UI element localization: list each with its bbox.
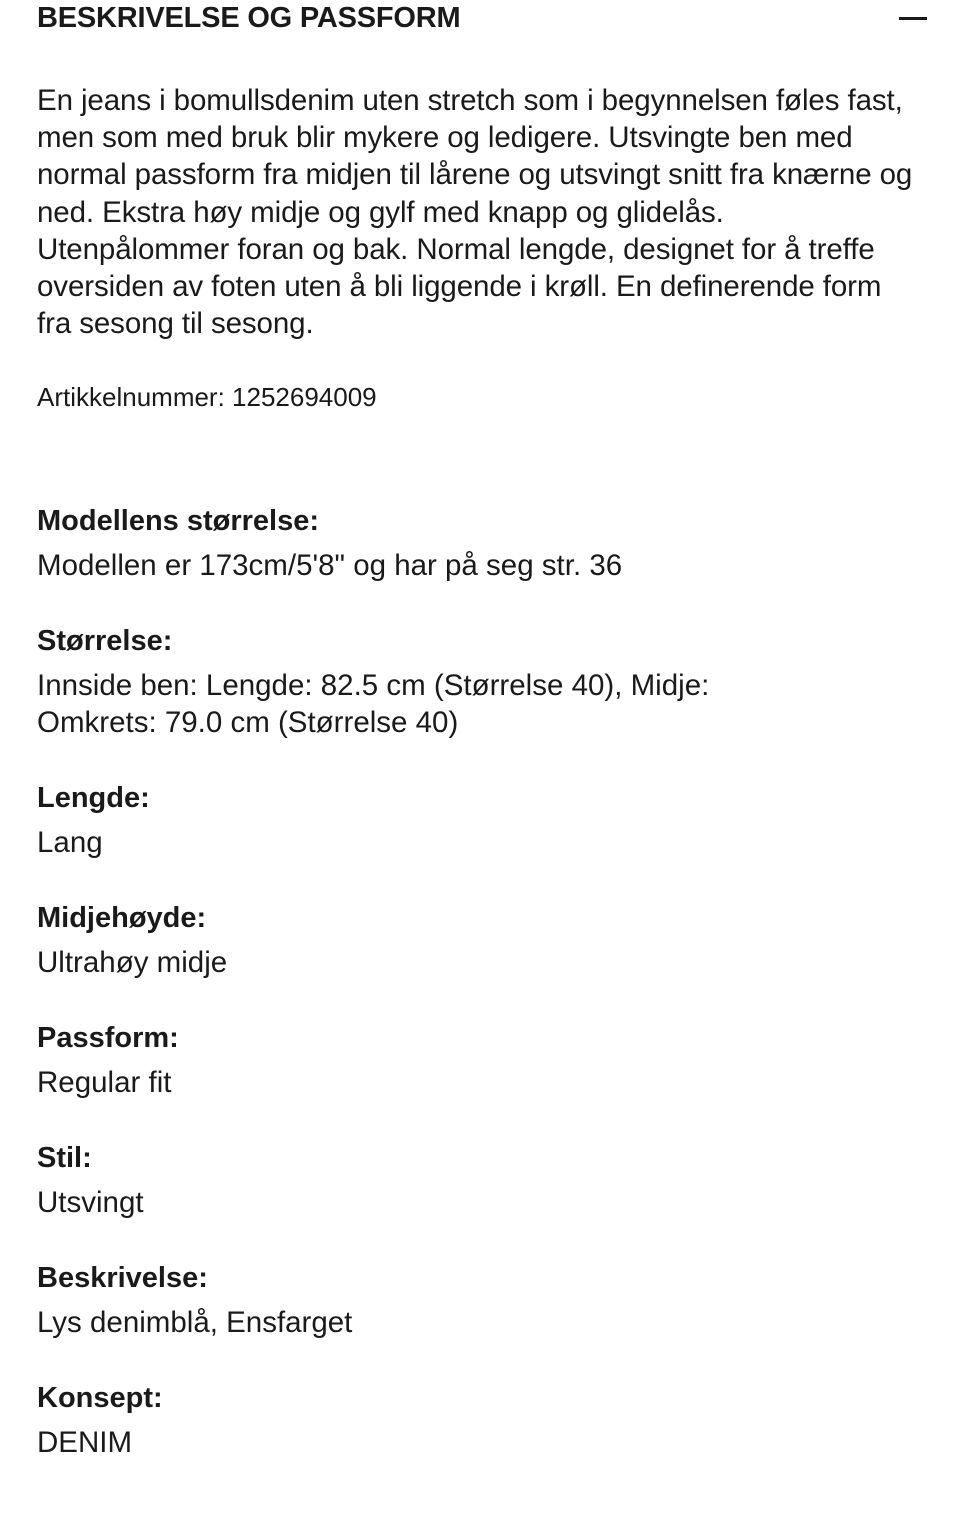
minus-icon-bar (899, 17, 927, 20)
attribute-label: Lengde: (37, 782, 150, 815)
attribute-value: Ultrahøy midje (37, 946, 228, 980)
attribute-label: Midjehøyde: (37, 902, 207, 935)
product-description: En jeans i bomullsdenim uten stretch som i begynnelsen føles fast, men som med bruk blir mykere og ledigere. Utsvingte ben med normal passform fra midjen til lårene og utsvingt snitt fra knærne og ned. Ekstra høy midje og gylf med knapp og glidelås. Utenpålommer foran og bak. Normal lengde, designet for å treffe oversiden av foten uten å bli liggende i krøll. En definerende form fra sesong til sesong. (37, 84, 913, 341)
attribute-style (37, 1139, 923, 1221)
attribute-value: DENIM (37, 1426, 133, 1460)
attribute-value: Innside ben: Lengde: 82.5 cm (Størrelse 40), Midje: Omkrets: 79.0 cm (Størrelse 40) (37, 669, 710, 740)
attribute-length (37, 779, 923, 861)
article-number: Artikkelnummer: 1252694009 (37, 382, 377, 413)
attribute-value: Modellen er 173cm/5'8" og har på seg str. 36 (37, 549, 623, 583)
attribute-label: Konsept: (37, 1382, 163, 1415)
section-title: BESKRIVELSE OG PASSFORM (37, 2, 461, 34)
section-header[interactable] (37, 0, 923, 38)
attribute-value: Lang (37, 826, 103, 860)
attribute-value: Regular fit (37, 1066, 172, 1100)
minus-icon[interactable] (887, 0, 927, 38)
attribute-label: Stil: (37, 1142, 92, 1175)
attribute-label: Modellens størrelse: (37, 505, 320, 538)
attribute-label: Størrelse: (37, 625, 173, 658)
attribute-fit (37, 1019, 923, 1101)
attribute-label: Passform: (37, 1022, 179, 1055)
attribute-concept (37, 1379, 923, 1461)
attribute-label: Beskrivelse: (37, 1262, 208, 1295)
attribute-value: Utsvingt (37, 1186, 144, 1220)
attribute-list (37, 502, 923, 1461)
attribute-waist-height (37, 899, 923, 981)
attribute-model-size (37, 502, 923, 584)
attribute-size (37, 622, 923, 741)
attribute-description (37, 1259, 923, 1341)
attribute-value: Lys denimblå, Ensfarget (37, 1306, 353, 1340)
